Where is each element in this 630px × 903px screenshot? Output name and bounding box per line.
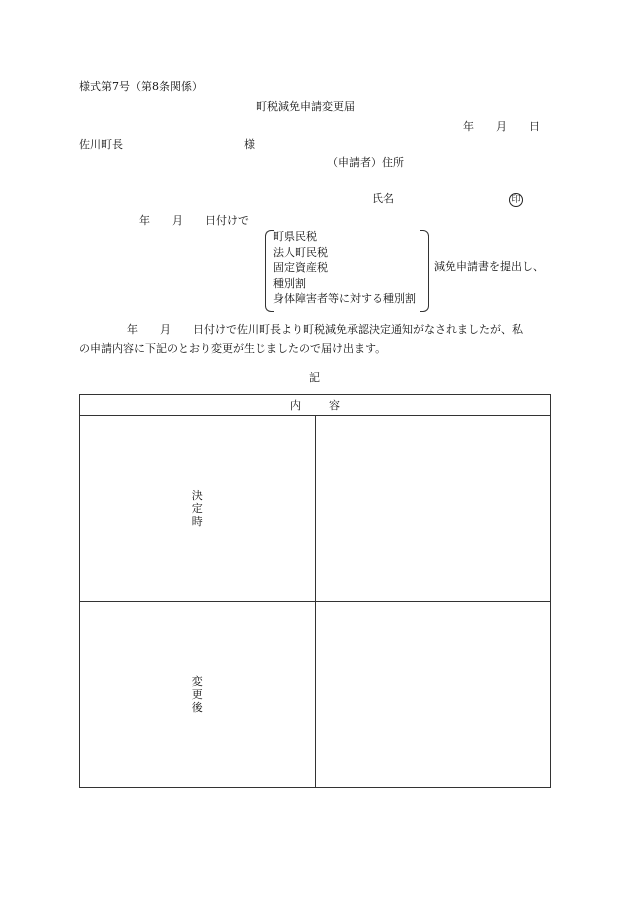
intro-date: 年 月 日付けで (139, 214, 249, 227)
applicant-address-label: （申請者）住所 (327, 156, 404, 169)
row-label-changed: 変更後 (191, 675, 203, 714)
addressee-honorific: 様 (244, 138, 255, 151)
body-line-1: 年 月 日付けで佐川町長より町税減免承認決定通知がなされましたが、私 (127, 323, 523, 336)
tax-type-item: 法人町民税 (273, 245, 328, 259)
form-number: 様式第7号（第8条関係） (79, 80, 203, 93)
record-table (79, 394, 551, 788)
decision-content-cell[interactable] (315, 416, 551, 602)
date-line: 年 月 日 (463, 120, 540, 133)
tax-type-item: 固定資産税 (273, 261, 328, 274)
table-header: 内容 (80, 395, 551, 416)
seal-mark: 印 (509, 193, 523, 207)
addressee-name: 佐川町長 (79, 138, 123, 151)
tax-type-item: 身体障害者等に対する種別割 (273, 292, 416, 305)
submission-text: 減免申請書を提出し、 (434, 260, 544, 273)
row-label-cell (80, 602, 316, 788)
right-brace (420, 230, 429, 312)
document-title: 町税減免申請変更届 (256, 100, 355, 113)
ki-heading: 記 (309, 371, 320, 384)
changed-content-cell[interactable] (315, 602, 551, 788)
applicant-name-label: 氏名 (372, 192, 394, 205)
row-label-cell (80, 416, 316, 602)
table-row (80, 602, 551, 788)
tax-type-list (273, 229, 416, 307)
table-row (80, 416, 551, 602)
row-label-decision: 決定時 (191, 489, 203, 528)
tax-type-item: 町県民税 (273, 230, 317, 243)
body-line-2: の申請内容に下記のとおり変更が生じましたので届け出ます。 (79, 342, 387, 355)
tax-type-item: 種別割 (273, 276, 306, 290)
